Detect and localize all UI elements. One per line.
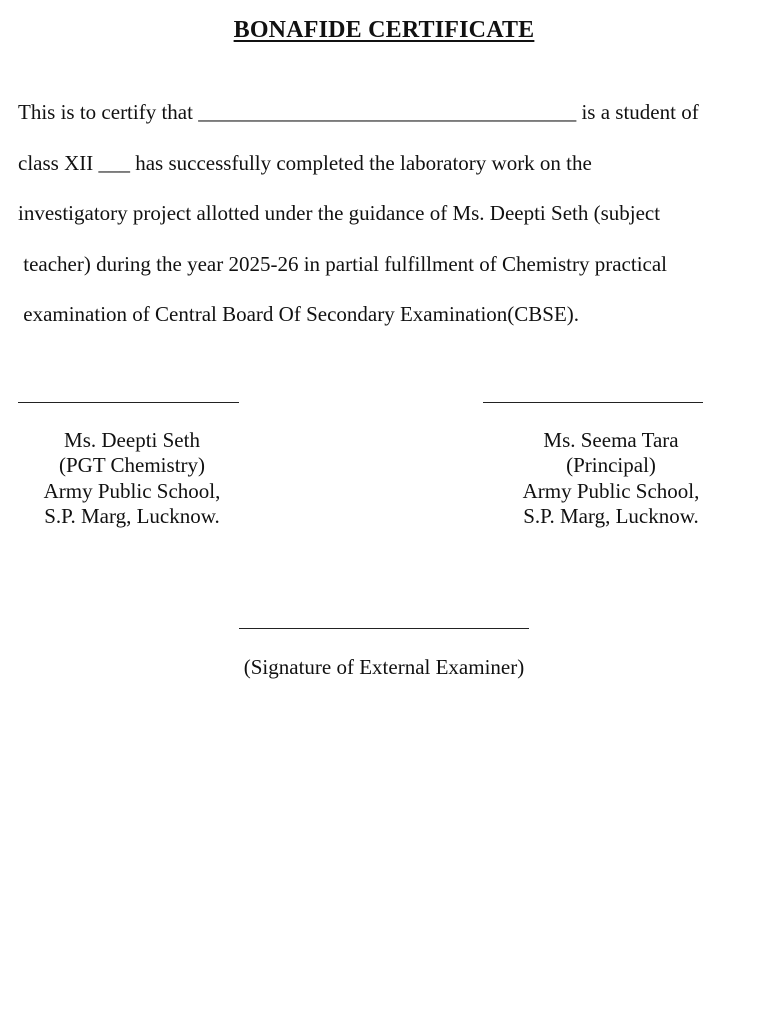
external-examiner-label: (Signature of External Examiner) <box>243 655 525 679</box>
teacher-signatory-block <box>18 428 246 529</box>
principal-signatory-block <box>497 428 725 529</box>
teacher-designation: (PGT Chemistry) <box>58 453 206 478</box>
principal-school: Army Public School, <box>522 478 700 503</box>
principal-signature-line <box>483 402 703 403</box>
teacher-school: Army Public School, <box>43 478 221 503</box>
principal-designation: (Principal) <box>566 453 656 478</box>
external-examiner-signature-line <box>239 628 529 629</box>
principal-address: S.P. Marg, Lucknow. <box>523 503 699 528</box>
certificate-body-line-3: investigatory project allotted under the guidance of Ms. Deepti Seth (subject <box>18 201 661 225</box>
certificate-title: BONAFIDE CERTIFICATE <box>233 17 535 43</box>
teacher-signature-line <box>18 402 239 403</box>
teacher-address: S.P. Marg, Lucknow. <box>44 503 220 528</box>
principal-name: Ms. Seema Tara <box>543 428 679 452</box>
certificate-body-line-2: class XII ___ has successfully completed the laboratory work on the <box>18 151 592 175</box>
certificate-body-line-5: examination of Central Board Of Secondary Examination(CBSE). <box>18 302 580 326</box>
certificate-body-line-1: This is to certify that ____________________________________ is a student of <box>18 100 699 124</box>
teacher-name: Ms. Deepti Seth <box>64 428 200 452</box>
certificate-body-line-4: teacher) during the year 2025-26 in partial fulfillment of Chemistry practical <box>18 252 668 276</box>
